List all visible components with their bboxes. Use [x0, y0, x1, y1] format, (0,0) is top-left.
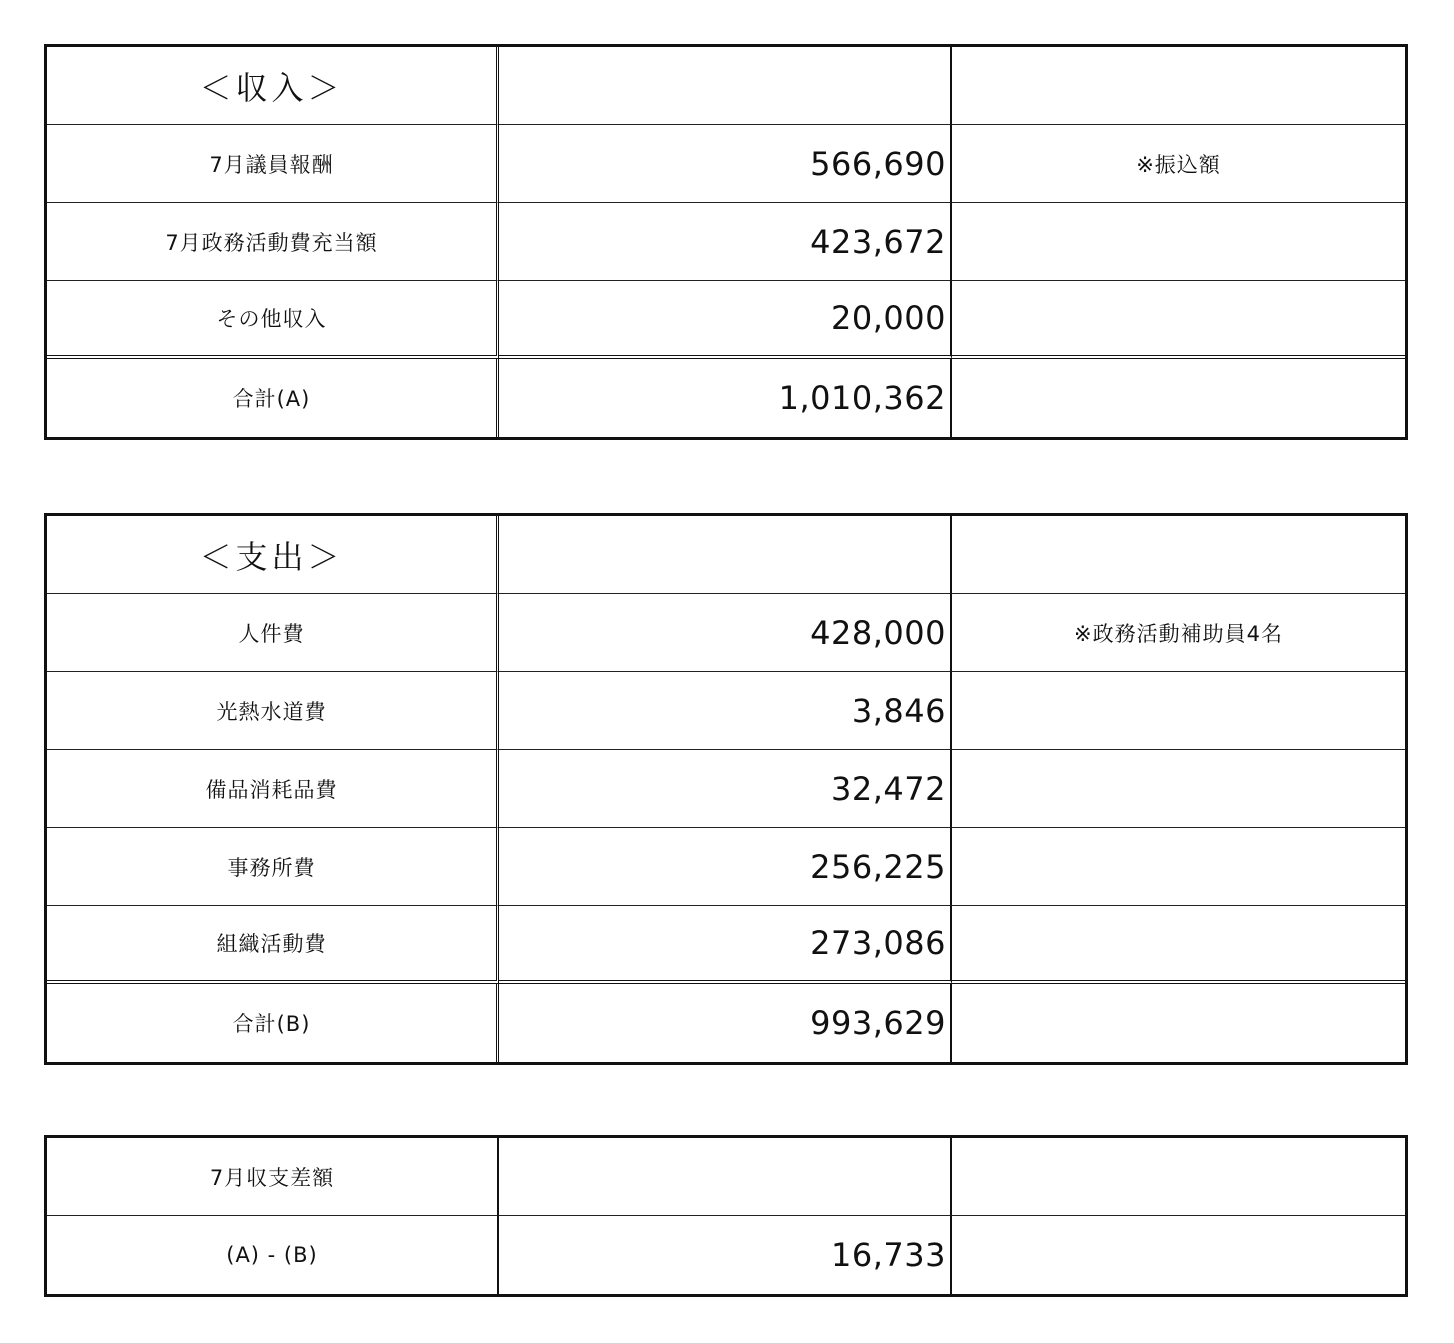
- income-header-cell: [47, 47, 499, 125]
- expense-row-note-cell: [952, 594, 1405, 672]
- expense-row-label: 備品消耗品費: [205, 777, 338, 802]
- expense-total-label-cell: [47, 984, 499, 1062]
- balance-amount-cell: [499, 1216, 952, 1294]
- expense-row-label-cell: [47, 672, 499, 750]
- expense-row-label-cell: [47, 828, 499, 906]
- expense-row-amount-cell: [499, 828, 952, 906]
- expense-total-amount: 993,629: [810, 1004, 946, 1042]
- balance-title-cell: [47, 1138, 499, 1216]
- expense-row-note-cell: [952, 750, 1405, 828]
- income-header-amount-cell: [499, 47, 952, 125]
- balance-title: 7月収支差額: [209, 1165, 335, 1190]
- income-row-note-cell: [952, 125, 1405, 203]
- expense-header-note-cell: [952, 516, 1405, 594]
- expense-row-label-cell: [47, 906, 499, 984]
- expense-row-label: 人件費: [238, 621, 305, 646]
- expense-row-amount: 273,086: [810, 924, 946, 962]
- income-row-note-cell: [952, 203, 1405, 281]
- expense-row-amount: 3,846: [851, 691, 946, 730]
- balance-title-amount-cell: [499, 1138, 952, 1216]
- income-row-amount: 423,672: [810, 222, 946, 261]
- income-header-note-cell: [952, 47, 1405, 125]
- income-row-amount-cell: [499, 125, 952, 203]
- income-header: ＜収入＞: [199, 68, 344, 107]
- income-row-label-cell: [47, 125, 499, 203]
- expense-row-amount-cell: [499, 594, 952, 672]
- income-row-amount: 20,000: [831, 299, 946, 337]
- income-row-note: ※振込額: [1136, 152, 1221, 177]
- income-row-label: その他収入: [216, 307, 327, 331]
- income-row-label: 7月議員報酬: [209, 152, 334, 177]
- balance-formula: (A) - (B): [226, 1243, 318, 1267]
- expense-header-amount-cell: [499, 516, 952, 594]
- expense-row-amount-cell: [499, 672, 952, 750]
- expense-row-note-cell: [952, 828, 1405, 906]
- income-total-note-cell: [952, 359, 1405, 437]
- income-total-label: 合計(A): [232, 387, 311, 411]
- expense-row-amount-cell: [499, 750, 952, 828]
- balance-table: [44, 1135, 1408, 1297]
- expense-total-label: 合計(B): [232, 1012, 311, 1036]
- income-row-note-cell: [952, 281, 1405, 359]
- expense-row-amount: 32,472: [831, 769, 946, 808]
- income-table: [44, 44, 1408, 440]
- income-total-amount-cell: [499, 359, 952, 437]
- balance-amount: 16,733: [831, 1236, 946, 1274]
- balance-title-note-cell: [952, 1138, 1405, 1216]
- expense-row-label-cell: [47, 750, 499, 828]
- expense-row-amount-cell: [499, 906, 952, 984]
- income-row-label: 7月政務活動費充当額: [165, 230, 378, 255]
- income-row-amount: 566,690: [810, 144, 946, 183]
- expense-header: ＜支出＞: [199, 537, 344, 576]
- expense-row-label: 組織活動費: [216, 932, 327, 956]
- income-row-label-cell: [47, 203, 499, 281]
- balance-note-cell: [952, 1216, 1405, 1294]
- expense-row-amount: 428,000: [810, 613, 946, 652]
- expense-row-amount: 256,225: [810, 847, 946, 886]
- expense-row-note-cell: [952, 672, 1405, 750]
- expense-row-note: ※政務活動補助員4名: [1074, 621, 1283, 646]
- expense-header-cell: [47, 516, 499, 594]
- income-row-amount-cell: [499, 281, 952, 359]
- expense-total-amount-cell: [499, 984, 952, 1062]
- expense-table: [44, 513, 1408, 1065]
- expense-total-note-cell: [952, 984, 1405, 1062]
- balance-formula-cell: [47, 1216, 499, 1294]
- income-row-label-cell: [47, 281, 499, 359]
- expense-row-label: 事務所費: [227, 855, 316, 880]
- expense-row-note-cell: [952, 906, 1405, 984]
- income-total-label-cell: [47, 359, 499, 437]
- income-row-amount-cell: [499, 203, 952, 281]
- expense-row-label-cell: [47, 594, 499, 672]
- expense-row-label: 光熱水道費: [216, 699, 327, 724]
- income-total-amount: 1,010,362: [778, 379, 946, 417]
